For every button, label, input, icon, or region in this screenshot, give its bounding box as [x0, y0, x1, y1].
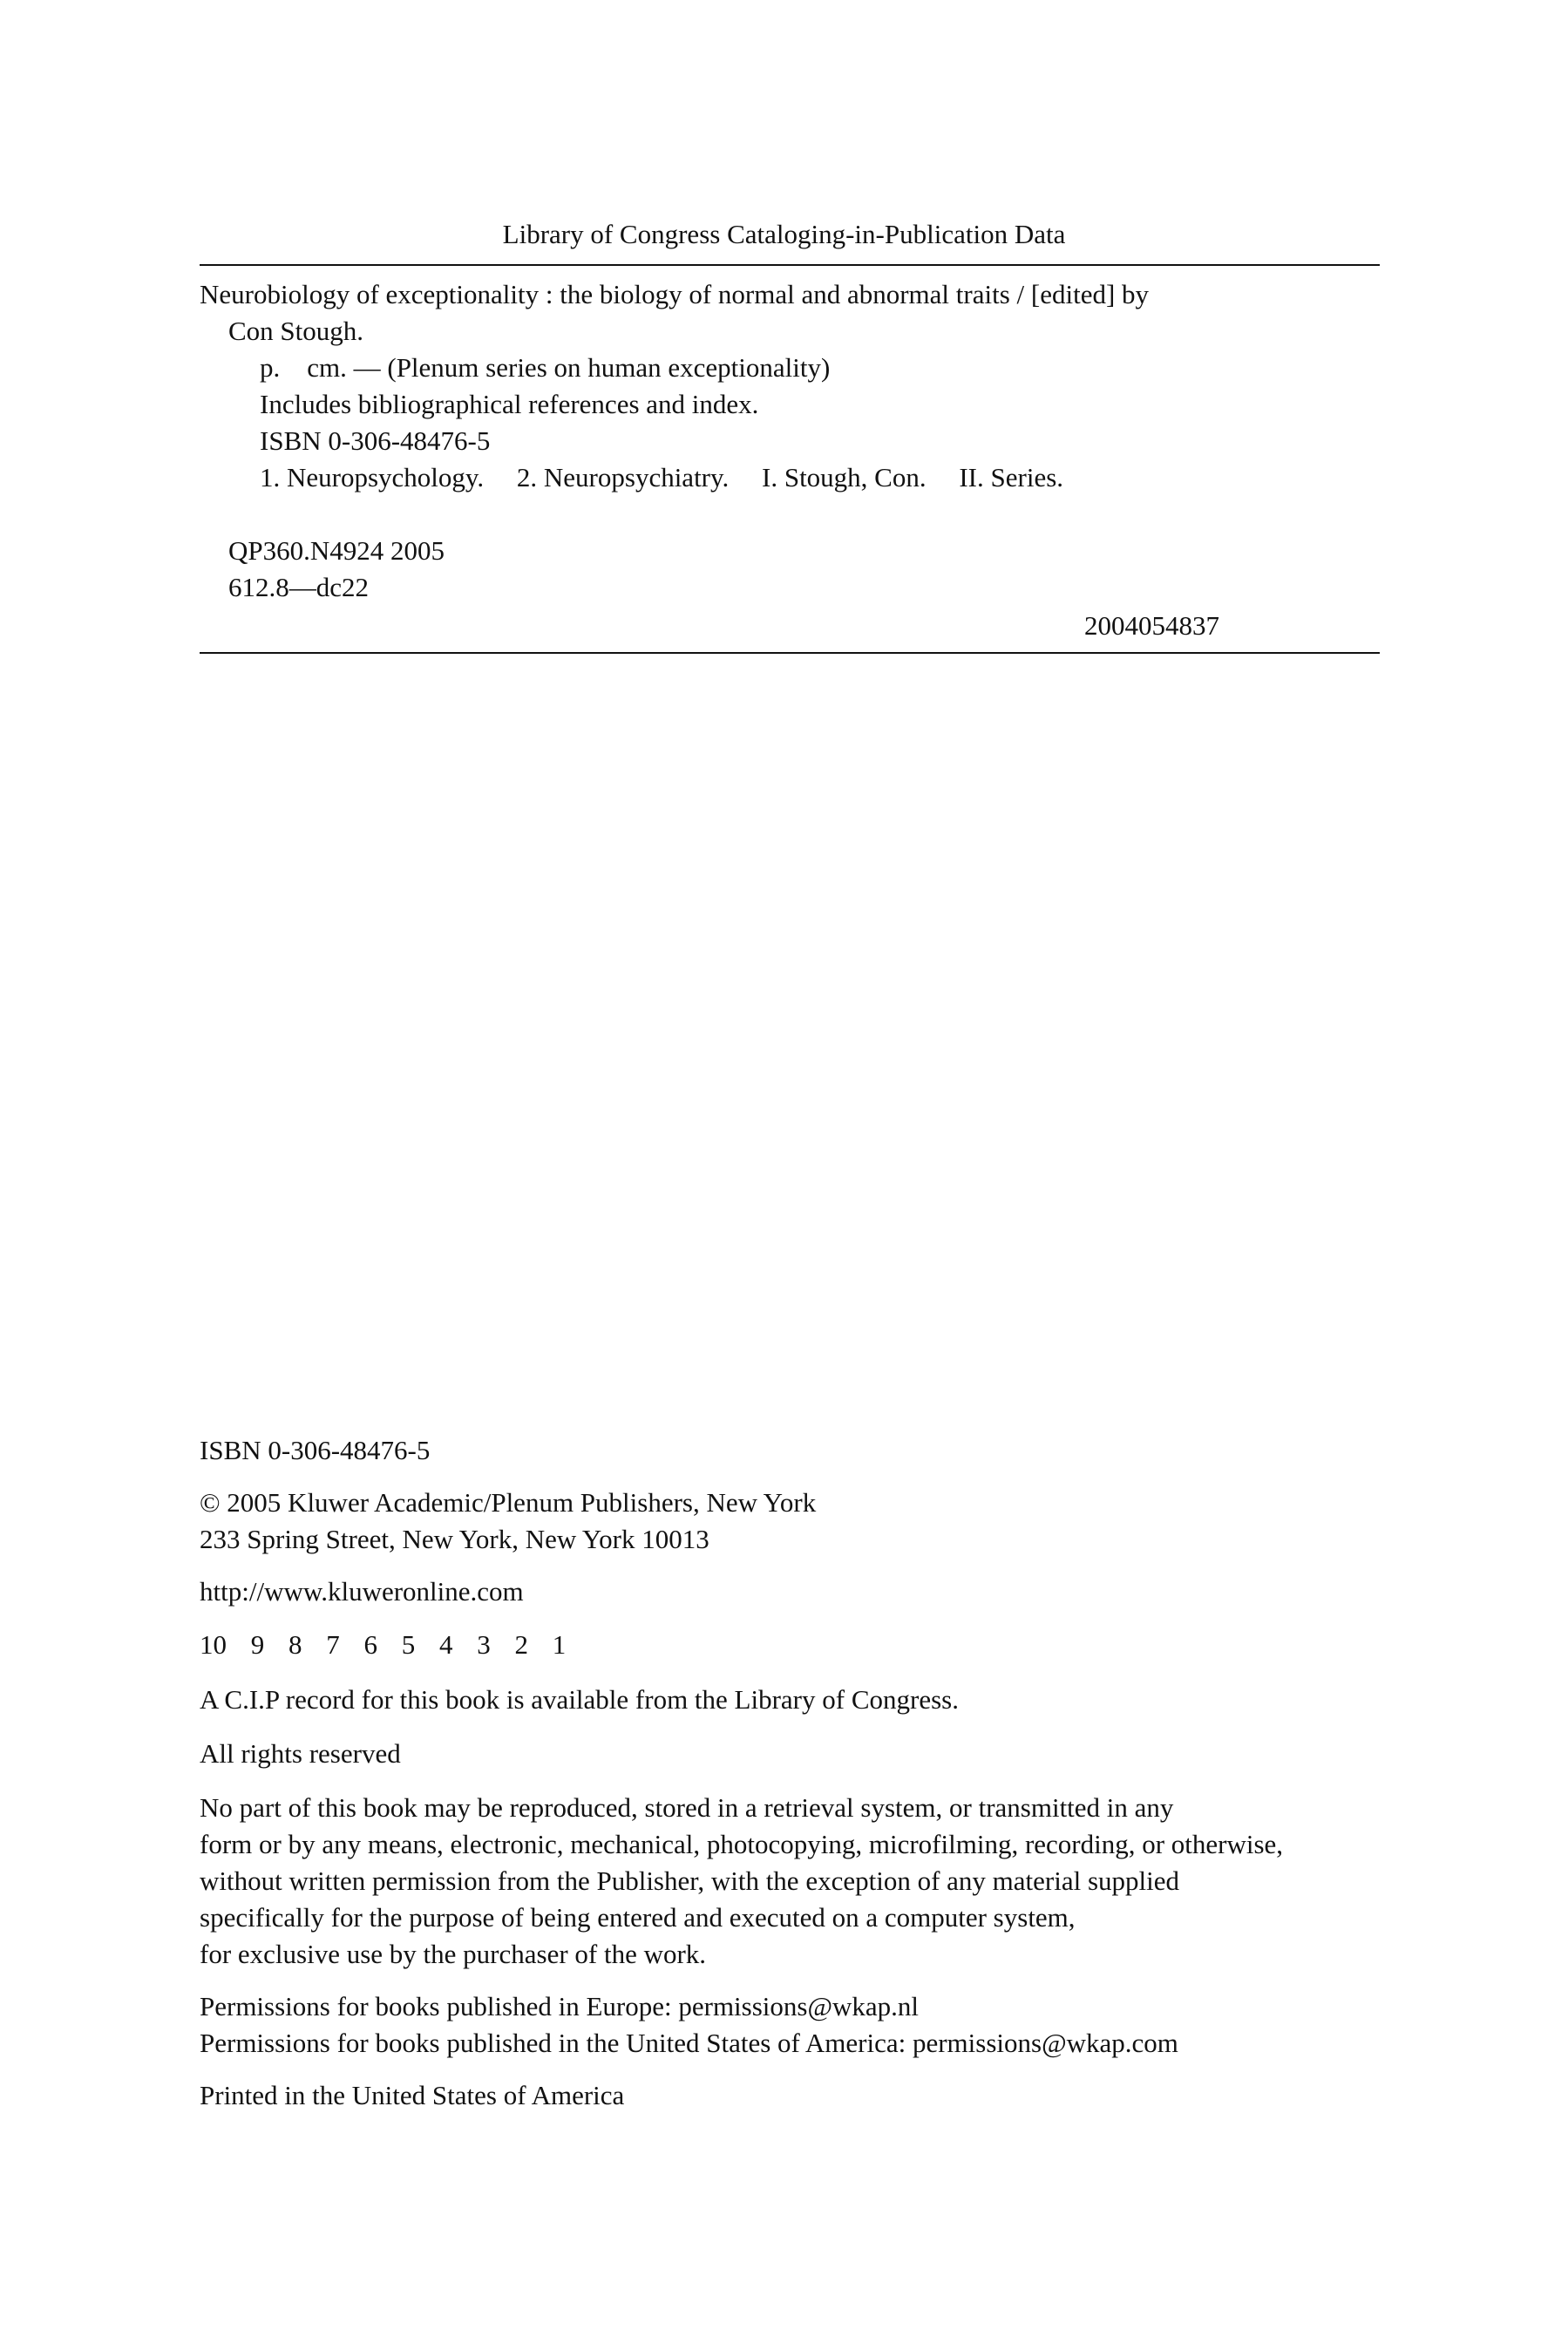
cip-subject-item: 2. Neuropsychiatry. — [516, 462, 730, 493]
permissions-usa: Permissions for books published in the United States of America: permissions@wkap.com — [200, 2028, 1178, 2058]
printing-number: 8 — [288, 1629, 302, 1660]
cip-record-note: A C.I.P record for this book is available from the Library of Congress. — [200, 1684, 959, 1715]
cip-top-rule — [200, 264, 1380, 266]
cip-lccn: 2004054837 — [1084, 610, 1219, 641]
rights-notice-line: form or by any means, electronic, mechanical, photocopying, microfilming, recording, or otherwise, — [200, 1829, 1284, 1859]
printing-number: 3 — [477, 1629, 491, 1660]
cip-bottom-rule — [200, 652, 1380, 654]
cip-dewey-number: 612.8—dc22 — [228, 572, 370, 602]
copyright-line: © 2005 Kluwer Academic/Plenum Publishers, New York — [200, 1487, 817, 1518]
cip-collation: p. cm. — (Plenum series on human exceptionality) — [260, 352, 831, 383]
printing-numbers — [200, 1631, 583, 1658]
rights-notice-line: specifically for the purpose of being entered and executed on a computer system, — [200, 1902, 1076, 1933]
rights-notice-line: No part of this book may be reproduced, stored in a retrieval system, or transmitted in any — [200, 1792, 1174, 1823]
printing-number: 9 — [250, 1629, 265, 1660]
cip-lcc-number: QP360.N4924 2005 — [228, 535, 445, 566]
cip-subjects — [260, 464, 1063, 491]
rights-notice-line: for exclusive use by the purchaser of the work. — [200, 1939, 707, 1969]
printing-number: 1 — [552, 1629, 567, 1660]
cip-title-entry: Neurobiology of exceptionality : the biology of normal and abnormal traits / [edited] by — [200, 279, 1150, 309]
cip-subject-item: I. Stough, Con. — [762, 462, 927, 493]
cip-editor-entry: Con Stough. — [228, 316, 364, 346]
rights-reserved: All rights reserved — [200, 1738, 401, 1769]
printing-number: 10 — [200, 1629, 227, 1660]
permissions-europe: Permissions for books published in Europe: permissions@wkap.nl — [200, 1991, 920, 2021]
cip-bibliography-note: Includes bibliographical references and index. — [260, 389, 759, 419]
printed-in: Printed in the United States of America — [200, 2080, 625, 2110]
printing-number: 6 — [363, 1629, 377, 1660]
publisher-address: 233 Spring Street, New York, New York 10013 — [200, 1524, 709, 1554]
printing-number: 5 — [401, 1629, 416, 1660]
cip-heading: Library of Congress Cataloging-in-Publication Data — [502, 219, 1066, 249]
rights-notice-line: without written permission from the Publisher, with the exception of any material supplied — [200, 1865, 1180, 1896]
printing-number: 7 — [326, 1629, 340, 1660]
printing-number: 4 — [439, 1629, 453, 1660]
printing-number: 2 — [514, 1629, 528, 1660]
cip-subject-item: II. Series. — [959, 462, 1064, 493]
publisher-website: http://www.kluweronline.com — [200, 1576, 524, 1607]
cip-isbn: ISBN 0-306-48476-5 — [260, 425, 491, 456]
cip-subject-item: 1. Neuropsychology. — [260, 462, 485, 493]
imprint-isbn: ISBN 0-306-48476-5 — [200, 1435, 431, 1465]
